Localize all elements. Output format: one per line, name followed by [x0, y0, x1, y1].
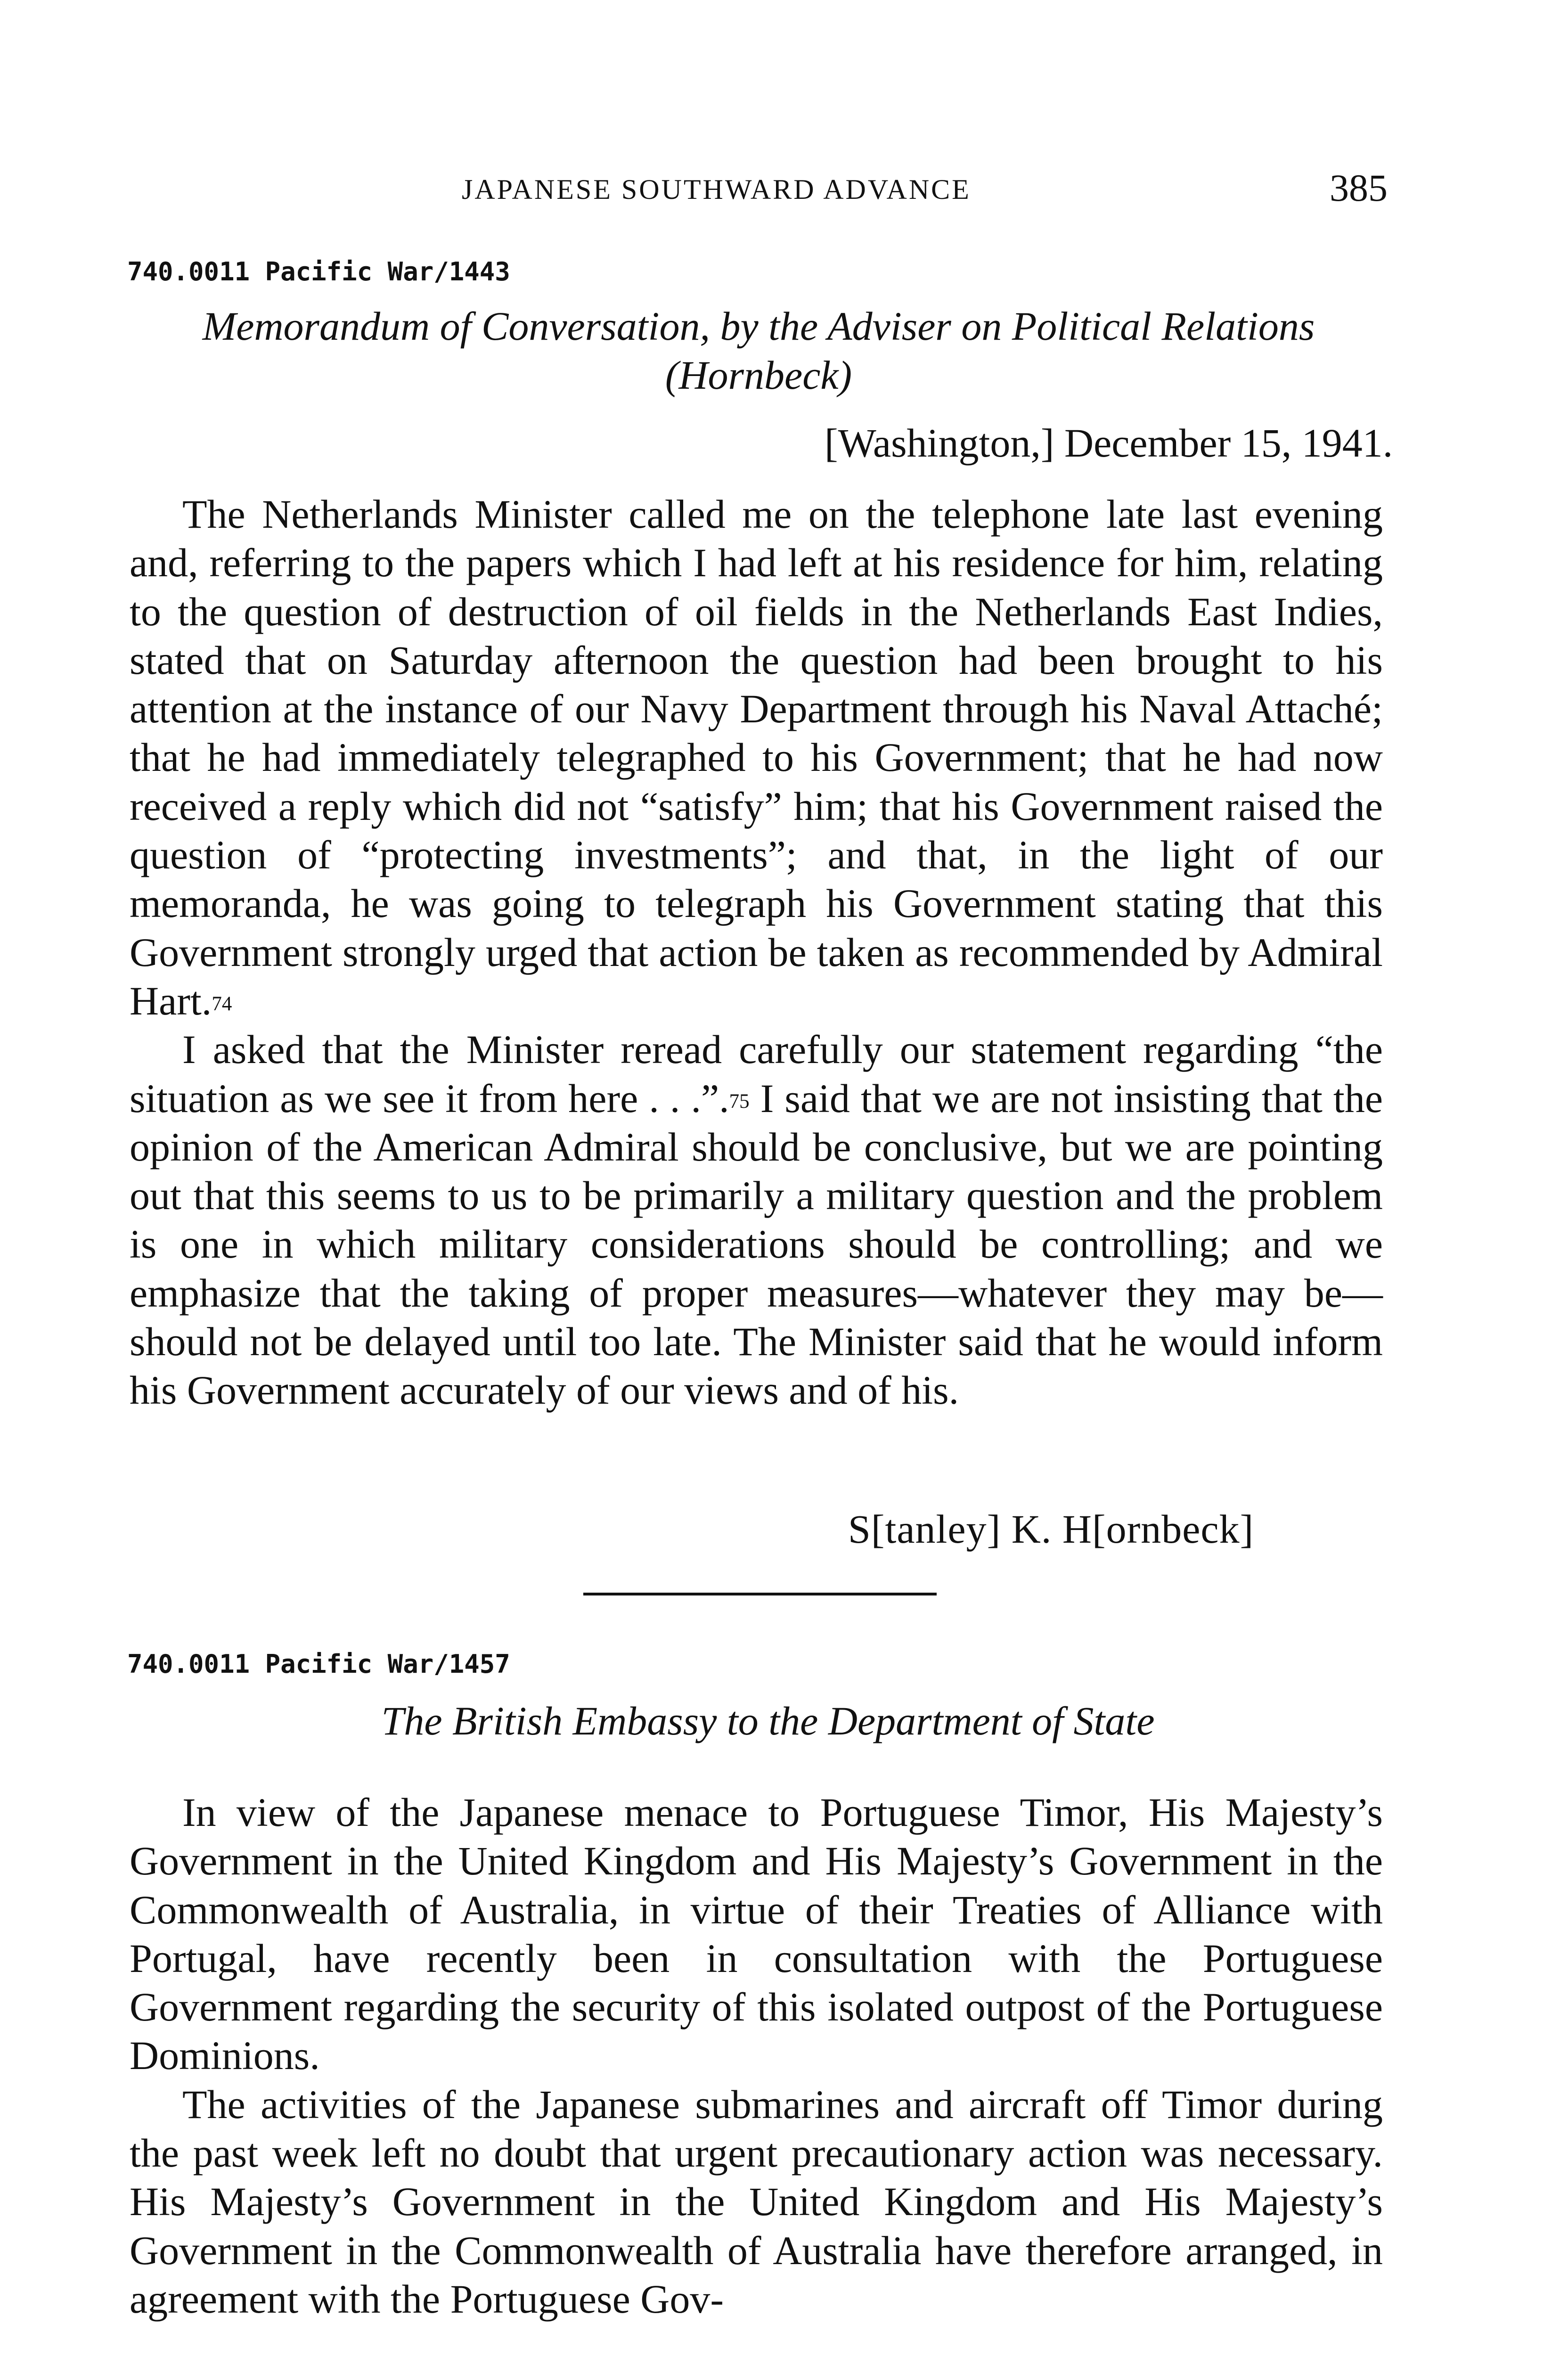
- page-number: 385: [1330, 166, 1388, 209]
- memo-date: [Washington,] December 15, 1941.: [825, 420, 1393, 466]
- file-number-1: 740.0011 Pacific War/1443: [127, 257, 510, 286]
- footnote-ref-75: 75: [729, 1090, 750, 1113]
- document-title-1: [122, 302, 1395, 400]
- memo-body: [130, 490, 1383, 1415]
- title-line-2: (Hornbeck): [665, 352, 852, 398]
- memo-paragraph-1: The Netherlands Minister called me on the telephone late last evening and, referring to the papers which I had left at his residence for him, relating to the question of destruction of oil fields in the Netherlands East Indies, stated that on Saturday afternoon the question had been brought to his attention at the instance of our Navy Department through his Naval Attaché; that he had immediately telegraphed to his Government; that he had now received a reply which did not “satisfy” him; that his Government raised the question of “protecting investments”; and that, in the light of our memoranda, he was going to telegraph his Government stating that this Government strongly urged that action be taken as recommended by Admiral Hart.$^{74}$: [130, 491, 1383, 1023]
- signature: S[tanley] K. H[ornbeck]: [848, 1506, 1254, 1552]
- file-number-2: 740.0011 Pacific War/1457: [127, 1649, 510, 1679]
- footnote-ref-74: 74: [212, 992, 232, 1015]
- note-body: [130, 1788, 1383, 2323]
- note-paragraph-1: In view of the Japanese menace to Portuguese Timor, His Majesty’s Government in the United Kingdom and His Majesty’s Government in the Commonwealth of Australia, in virtue of their Treaties of Alliance with Portugal, have recently been in consultation with the Portuguese Government regarding the security of this isolated outpost of the Portuguese Dominions.: [130, 1790, 1383, 2078]
- running-title: JAPANESE SOUTHWARD ADVANCE: [462, 174, 971, 205]
- note-paragraph-2: The activities of the Japanese submarines and aircraft off Timor during the past week left no doubt that urgent precautionary action was necessary. His Majesty’s Government in the United Kingdom and His Majesty’s Government in the Commonwealth of Australia have therefore arranged, in agreement with the Portuguese Gov-: [130, 2081, 1383, 2322]
- section-divider: [583, 1593, 937, 1595]
- memo-paragraph-2: I asked that the Minister reread carefully our statement regarding “the situation as we see it from here . . .”.$^{75}$ I said that we are not insisting that the opinion of the American Admiral should be conclusive, but we are pointing out that this seems to us to be primarily a military question and the problem is one in which military considerations should be controlling; and we emphasize that the taking of proper measures—whatever they may be—should not be delayed until too late. The Minister said that he would inform his Government accurately of our views and of his.: [130, 1027, 1383, 1413]
- title-line-1: Memorandum of Conversation, by the Adviser on Political Relations: [202, 303, 1315, 349]
- document-title-2: The British Embassy to the Department of State: [381, 1698, 1155, 1743]
